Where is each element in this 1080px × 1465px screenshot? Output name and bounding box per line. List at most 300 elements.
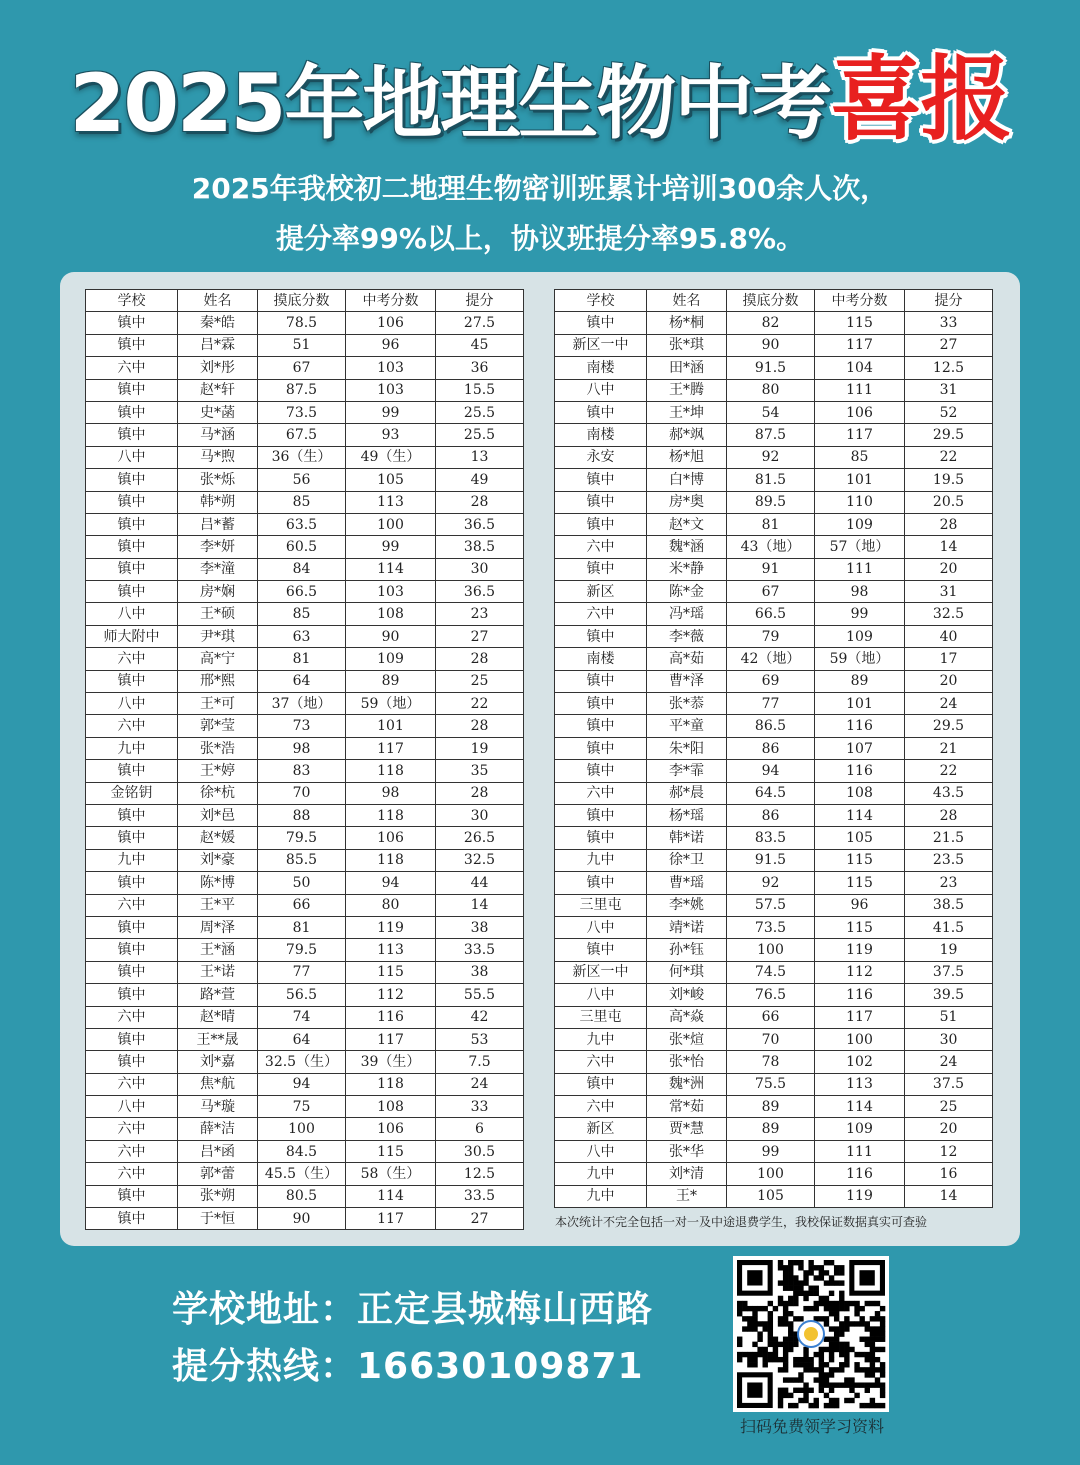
cell-school: 六中 <box>86 648 178 670</box>
cell-exam-score: 115 <box>346 961 436 983</box>
cell-improvement: 20 <box>905 558 993 580</box>
cell-baseline-score: 66 <box>258 894 346 916</box>
cell-name: 张*怡 <box>647 1051 727 1073</box>
cell-exam-score: 108 <box>346 1096 436 1118</box>
table-row <box>86 872 524 894</box>
cell-exam-score: 107 <box>815 737 905 759</box>
cell-improvement: 7.5 <box>436 1051 524 1073</box>
cell-exam-score: 118 <box>346 760 436 782</box>
cell-name: 赵*晴 <box>178 1006 258 1028</box>
table-row <box>555 1185 993 1207</box>
table-row <box>555 1140 993 1162</box>
cell-name: 刘*嘉 <box>178 1051 258 1073</box>
cell-school: 镇中 <box>86 804 178 826</box>
cell-exam-score: 106 <box>815 401 905 423</box>
cell-name: 尹*琪 <box>178 625 258 647</box>
cell-improvement: 53 <box>436 1028 524 1050</box>
cell-baseline-score: 79.5 <box>258 827 346 849</box>
data-disclaimer-note: 本次统计不完全包括一对一及中途退费学生，我校保证数据真实可查验 <box>555 1215 928 1229</box>
cell-baseline-score: 80.5 <box>258 1185 346 1207</box>
cell-exam-score: 98 <box>815 581 905 603</box>
cell-exam-score: 113 <box>346 939 436 961</box>
cell-name: 田*涵 <box>647 357 727 379</box>
cell-exam-score: 118 <box>346 804 436 826</box>
cell-name: 房*奥 <box>647 491 727 513</box>
cell-improvement: 43.5 <box>905 782 993 804</box>
cell-name: 李*姚 <box>647 894 727 916</box>
cell-exam-score: 116 <box>815 715 905 737</box>
cell-exam-score: 39（生） <box>346 1051 436 1073</box>
cell-name: 韩*朔 <box>178 491 258 513</box>
cell-improvement: 22 <box>436 693 524 715</box>
cell-name: 张*煊 <box>647 1028 727 1050</box>
cell-exam-score: 116 <box>815 984 905 1006</box>
cell-school: 六中 <box>86 894 178 916</box>
table-row <box>86 357 524 379</box>
cell-school: 镇中 <box>555 312 647 334</box>
cell-exam-score: 112 <box>346 984 436 1006</box>
cell-exam-score: 105 <box>815 827 905 849</box>
cell-improvement: 38.5 <box>436 536 524 558</box>
cell-school: 九中 <box>555 849 647 871</box>
cell-baseline-score: 88 <box>258 804 346 826</box>
table-row <box>86 693 524 715</box>
cell-improvement: 33.5 <box>436 939 524 961</box>
cell-school: 六中 <box>86 1163 178 1185</box>
title-highlight: 喜报 <box>830 46 1011 153</box>
cell-exam-score: 115 <box>815 916 905 938</box>
cell-baseline-score: 50 <box>258 872 346 894</box>
cell-improvement: 28 <box>436 715 524 737</box>
cell-baseline-score: 70 <box>258 782 346 804</box>
cell-school: 镇中 <box>86 916 178 938</box>
cell-baseline-score: 81 <box>258 648 346 670</box>
school-address: 学校地址：正定县城梅山西路 <box>172 1289 654 1330</box>
cell-school: 八中 <box>86 603 178 625</box>
cell-school: 六中 <box>86 1006 178 1028</box>
cell-name: 赵*轩 <box>178 379 258 401</box>
col-header-exam: 中考分数 <box>346 290 436 312</box>
cell-baseline-score: 89 <box>727 1118 815 1140</box>
table-row <box>86 1028 524 1050</box>
cell-exam-score: 109 <box>346 648 436 670</box>
cell-baseline-score: 66.5 <box>727 603 815 625</box>
cell-exam-score: 115 <box>346 1140 436 1162</box>
cell-name: 刘*清 <box>647 1163 727 1185</box>
cell-baseline-score: 85 <box>258 603 346 625</box>
cell-baseline-score: 78 <box>727 1051 815 1073</box>
cell-exam-score: 117 <box>815 424 905 446</box>
table-row <box>86 804 524 826</box>
table-row <box>86 1118 524 1140</box>
cell-baseline-score: 94 <box>258 1073 346 1095</box>
cell-school: 八中 <box>555 984 647 1006</box>
table-row <box>555 916 993 938</box>
cell-improvement: 26.5 <box>436 827 524 849</box>
cell-exam-score: 101 <box>815 469 905 491</box>
cell-improvement: 23 <box>436 603 524 625</box>
cell-baseline-score: 36（生） <box>258 446 346 468</box>
cell-improvement: 25 <box>436 670 524 692</box>
cell-name: 马*璇 <box>178 1096 258 1118</box>
cell-baseline-score: 91.5 <box>727 357 815 379</box>
cell-baseline-score: 77 <box>727 693 815 715</box>
cell-name: 郭*蕾 <box>178 1163 258 1185</box>
table-row <box>555 693 993 715</box>
cell-name: 孙*钰 <box>647 939 727 961</box>
col-header-name: 姓名 <box>647 290 727 312</box>
cell-name: 郭*莹 <box>178 715 258 737</box>
table-row <box>555 513 993 535</box>
cell-baseline-score: 70 <box>727 1028 815 1050</box>
cell-school: 镇中 <box>86 1185 178 1207</box>
cell-improvement: 33.5 <box>436 1185 524 1207</box>
cell-name: 王*平 <box>178 894 258 916</box>
cell-improvement: 20 <box>905 670 993 692</box>
cell-improvement: 41.5 <box>905 916 993 938</box>
cell-improvement: 24 <box>905 693 993 715</box>
cell-school: 八中 <box>86 446 178 468</box>
cell-baseline-score: 66 <box>727 1006 815 1028</box>
cell-exam-score: 116 <box>815 1163 905 1185</box>
cell-school: 六中 <box>555 1051 647 1073</box>
cell-improvement: 55.5 <box>436 984 524 1006</box>
table-row <box>86 558 524 580</box>
cell-improvement: 21 <box>905 737 993 759</box>
cell-name: 冯*瑶 <box>647 603 727 625</box>
cell-improvement: 51 <box>905 1006 993 1028</box>
cell-baseline-score: 64 <box>258 670 346 692</box>
cell-improvement: 37.5 <box>905 961 993 983</box>
cell-name: 米*静 <box>647 558 727 580</box>
cell-school: 镇中 <box>86 424 178 446</box>
cell-baseline-score: 67 <box>727 581 815 603</box>
cell-baseline-score: 87.5 <box>727 424 815 446</box>
cell-baseline-score: 100 <box>727 939 815 961</box>
cell-baseline-score: 42（地） <box>727 648 815 670</box>
cell-exam-score: 113 <box>815 1073 905 1095</box>
cell-improvement: 24 <box>905 1051 993 1073</box>
cell-school: 九中 <box>555 1028 647 1050</box>
cell-school: 八中 <box>86 693 178 715</box>
cell-baseline-score: 64.5 <box>727 782 815 804</box>
cell-school: 八中 <box>555 1140 647 1162</box>
cell-improvement: 27.5 <box>436 312 524 334</box>
cell-baseline-score: 69 <box>727 670 815 692</box>
cell-name: 魏*洲 <box>647 1073 727 1095</box>
cell-baseline-score: 89.5 <box>727 491 815 513</box>
cell-exam-score: 117 <box>815 1006 905 1028</box>
cell-school: 九中 <box>555 1163 647 1185</box>
cell-baseline-score: 84 <box>258 558 346 580</box>
qr-code-graphic <box>733 1256 889 1412</box>
cell-exam-score: 89 <box>815 670 905 692</box>
cell-baseline-score: 86 <box>727 737 815 759</box>
cell-name: 王*腾 <box>647 379 727 401</box>
cell-baseline-score: 79 <box>727 625 815 647</box>
cell-baseline-score: 81.5 <box>727 469 815 491</box>
cell-school: 六中 <box>86 1140 178 1162</box>
cell-name: 马*煦 <box>178 446 258 468</box>
poster-title <box>0 46 1080 153</box>
cell-name: 李*霏 <box>647 760 727 782</box>
cell-school: 九中 <box>86 737 178 759</box>
cell-baseline-score: 43（地） <box>727 536 815 558</box>
table-row <box>555 1163 993 1185</box>
cell-name: 高*焱 <box>647 1006 727 1028</box>
table-row <box>555 827 993 849</box>
table-row <box>555 894 993 916</box>
cell-exam-score: 117 <box>346 1028 436 1050</box>
cell-improvement: 25.5 <box>436 401 524 423</box>
table-row <box>555 984 993 1006</box>
cell-name: 杨*瑶 <box>647 804 727 826</box>
cell-exam-score: 119 <box>346 916 436 938</box>
cell-improvement: 20 <box>905 1118 993 1140</box>
cell-baseline-score: 76.5 <box>727 984 815 1006</box>
cell-baseline-score: 75 <box>258 1096 346 1118</box>
cell-name: 朱*阳 <box>647 737 727 759</box>
table-row <box>86 1163 524 1185</box>
cell-baseline-score: 82 <box>727 312 815 334</box>
col-header-name: 姓名 <box>178 290 258 312</box>
cell-baseline-score: 66.5 <box>258 581 346 603</box>
cell-school: 南楼 <box>555 424 647 446</box>
cell-name: 王*可 <box>178 693 258 715</box>
results-table-right <box>554 289 993 1208</box>
table-row <box>555 357 993 379</box>
table-row <box>555 581 993 603</box>
cell-exam-score: 94 <box>346 872 436 894</box>
cell-exam-score: 116 <box>815 760 905 782</box>
table-row <box>555 715 993 737</box>
cell-exam-score: 111 <box>815 1140 905 1162</box>
col-header-exam: 中考分数 <box>815 290 905 312</box>
cell-exam-score: 118 <box>346 1073 436 1095</box>
cell-name: 张*华 <box>647 1140 727 1162</box>
results-table-left <box>85 289 524 1230</box>
table-row <box>86 894 524 916</box>
table-row <box>86 737 524 759</box>
cell-name: 张*浩 <box>178 737 258 759</box>
cell-improvement: 15.5 <box>436 379 524 401</box>
cell-baseline-score: 54 <box>727 401 815 423</box>
cell-exam-score: 93 <box>346 424 436 446</box>
table-row <box>86 939 524 961</box>
cell-baseline-score: 73.5 <box>727 916 815 938</box>
table-row <box>86 984 524 1006</box>
cell-name: 李*潼 <box>178 558 258 580</box>
cell-baseline-score: 75.5 <box>727 1073 815 1095</box>
cell-exam-score: 112 <box>815 961 905 983</box>
table-row <box>86 312 524 334</box>
cell-school: 六中 <box>86 357 178 379</box>
cell-improvement: 30 <box>436 804 524 826</box>
cell-baseline-score: 85 <box>258 491 346 513</box>
cell-baseline-score: 92 <box>727 446 815 468</box>
cell-improvement: 17 <box>905 648 993 670</box>
cell-name: 吕*霖 <box>178 334 258 356</box>
cell-name: 靖*诺 <box>647 916 727 938</box>
cell-name: 白*博 <box>647 469 727 491</box>
cell-school: 南楼 <box>555 357 647 379</box>
cell-improvement: 28 <box>436 782 524 804</box>
subtitle-line-2: 提分率99%以上，协议班提分率95.8%。 <box>275 222 805 255</box>
table-row <box>86 916 524 938</box>
cell-school: 镇中 <box>555 760 647 782</box>
table-row <box>86 625 524 647</box>
table-row <box>86 670 524 692</box>
qr-caption: 扫码免费领学习资料 <box>739 1417 884 1436</box>
table-row <box>555 1006 993 1028</box>
cell-school: 镇中 <box>555 491 647 513</box>
cell-exam-score: 90 <box>346 625 436 647</box>
cell-school: 镇中 <box>555 558 647 580</box>
cell-baseline-score: 84.5 <box>258 1140 346 1162</box>
cell-school: 镇中 <box>86 827 178 849</box>
cell-baseline-score: 100 <box>727 1163 815 1185</box>
cell-baseline-score: 73 <box>258 715 346 737</box>
table-row <box>555 760 993 782</box>
cell-exam-score: 114 <box>346 1185 436 1207</box>
cell-exam-score: 109 <box>815 513 905 535</box>
title-main: 2025年地理生物中考 <box>69 57 831 150</box>
cell-name: 张*菾 <box>647 693 727 715</box>
cell-improvement: 32.5 <box>905 603 993 625</box>
cell-baseline-score: 81 <box>727 513 815 535</box>
cell-exam-score: 106 <box>346 827 436 849</box>
cell-baseline-score: 60.5 <box>258 536 346 558</box>
subtitle-line-1: 2025年我校初二地理生物密训班累计培训300余人次， <box>191 172 889 205</box>
cell-exam-score: 103 <box>346 581 436 603</box>
cell-name: 张*琪 <box>647 334 727 356</box>
cell-exam-score: 114 <box>815 804 905 826</box>
cell-baseline-score: 67 <box>258 357 346 379</box>
cell-name: 王*硕 <box>178 603 258 625</box>
cell-name: 刘*邑 <box>178 804 258 826</box>
cell-school: 新区一中 <box>555 961 647 983</box>
cell-name: 刘*豪 <box>178 849 258 871</box>
cell-improvement: 28 <box>436 648 524 670</box>
table-row <box>86 334 524 356</box>
cell-baseline-score: 86.5 <box>727 715 815 737</box>
cell-exam-score: 96 <box>346 334 436 356</box>
table-row <box>555 536 993 558</box>
cell-name: 张*朔 <box>178 1185 258 1207</box>
cell-improvement: 23 <box>905 872 993 894</box>
cell-exam-score: 119 <box>815 1185 905 1207</box>
cell-exam-score: 101 <box>346 715 436 737</box>
table-row <box>86 782 524 804</box>
cell-school: 镇中 <box>86 401 178 423</box>
table-row <box>86 648 524 670</box>
cell-exam-score: 96 <box>815 894 905 916</box>
cell-name: 李*薇 <box>647 625 727 647</box>
cell-exam-score: 103 <box>346 379 436 401</box>
table-row <box>86 491 524 513</box>
cell-baseline-score: 73.5 <box>258 401 346 423</box>
cell-school: 镇中 <box>555 1073 647 1095</box>
cell-school: 镇中 <box>86 469 178 491</box>
cell-school: 六中 <box>86 1073 178 1095</box>
cell-name: 刘*彤 <box>178 357 258 379</box>
cell-improvement: 27 <box>436 625 524 647</box>
col-header-baseline: 摸底分数 <box>727 290 815 312</box>
table-row <box>555 737 993 759</box>
cell-exam-score: 110 <box>815 491 905 513</box>
table-row <box>555 1073 993 1095</box>
table-row <box>555 625 993 647</box>
cell-school: 镇中 <box>86 379 178 401</box>
table-row <box>86 1208 524 1230</box>
cell-exam-score: 99 <box>815 603 905 625</box>
cell-improvement: 20.5 <box>905 491 993 513</box>
cell-improvement: 29.5 <box>905 424 993 446</box>
cell-school: 新区一中 <box>555 334 647 356</box>
cell-name: 薛*洁 <box>178 1118 258 1140</box>
cell-school: 六中 <box>555 603 647 625</box>
table-row <box>555 1051 993 1073</box>
cell-improvement: 27 <box>905 334 993 356</box>
cell-school: 镇中 <box>86 491 178 513</box>
cell-name: 吕*函 <box>178 1140 258 1162</box>
cell-improvement: 19 <box>905 939 993 961</box>
cell-exam-score: 115 <box>815 849 905 871</box>
cell-name: 王*涵 <box>178 939 258 961</box>
cell-improvement: 23.5 <box>905 849 993 871</box>
cell-name: 焦*航 <box>178 1073 258 1095</box>
cell-school: 三里屯 <box>555 894 647 916</box>
cell-school: 镇中 <box>86 984 178 1006</box>
table-row <box>86 401 524 423</box>
cell-school: 镇中 <box>86 872 178 894</box>
cell-school: 镇中 <box>555 872 647 894</box>
cell-exam-score: 108 <box>346 603 436 625</box>
cell-improvement: 49 <box>436 469 524 491</box>
qr-code-icon[interactable] <box>733 1256 889 1412</box>
table-row <box>555 491 993 513</box>
cell-school: 镇中 <box>86 334 178 356</box>
cell-school: 六中 <box>555 536 647 558</box>
cell-baseline-score: 90 <box>727 334 815 356</box>
cell-improvement: 24 <box>436 1073 524 1095</box>
cell-improvement: 19 <box>436 737 524 759</box>
cell-school: 六中 <box>555 1096 647 1118</box>
cell-exam-score: 99 <box>346 536 436 558</box>
cell-name: 韩*诺 <box>647 827 727 849</box>
cell-school: 镇中 <box>555 401 647 423</box>
cell-exam-score: 59（地） <box>815 648 905 670</box>
cell-exam-score: 105 <box>346 469 436 491</box>
cell-improvement: 12 <box>905 1140 993 1162</box>
cell-name: 张*烁 <box>178 469 258 491</box>
cell-improvement: 31 <box>905 379 993 401</box>
cell-exam-score: 100 <box>346 513 436 535</box>
table-header-row <box>86 290 524 312</box>
cell-improvement: 25.5 <box>436 424 524 446</box>
cell-name: 陈*金 <box>647 581 727 603</box>
cell-improvement: 36.5 <box>436 513 524 535</box>
cell-name: 李*妍 <box>178 536 258 558</box>
cell-name: 史*菡 <box>178 401 258 423</box>
cell-baseline-score: 81 <box>258 916 346 938</box>
cell-improvement: 19.5 <box>905 469 993 491</box>
cell-baseline-score: 77 <box>258 961 346 983</box>
cell-improvement: 12.5 <box>905 357 993 379</box>
cell-improvement: 14 <box>905 536 993 558</box>
cell-school: 镇中 <box>86 961 178 983</box>
col-header-school: 学校 <box>555 290 647 312</box>
